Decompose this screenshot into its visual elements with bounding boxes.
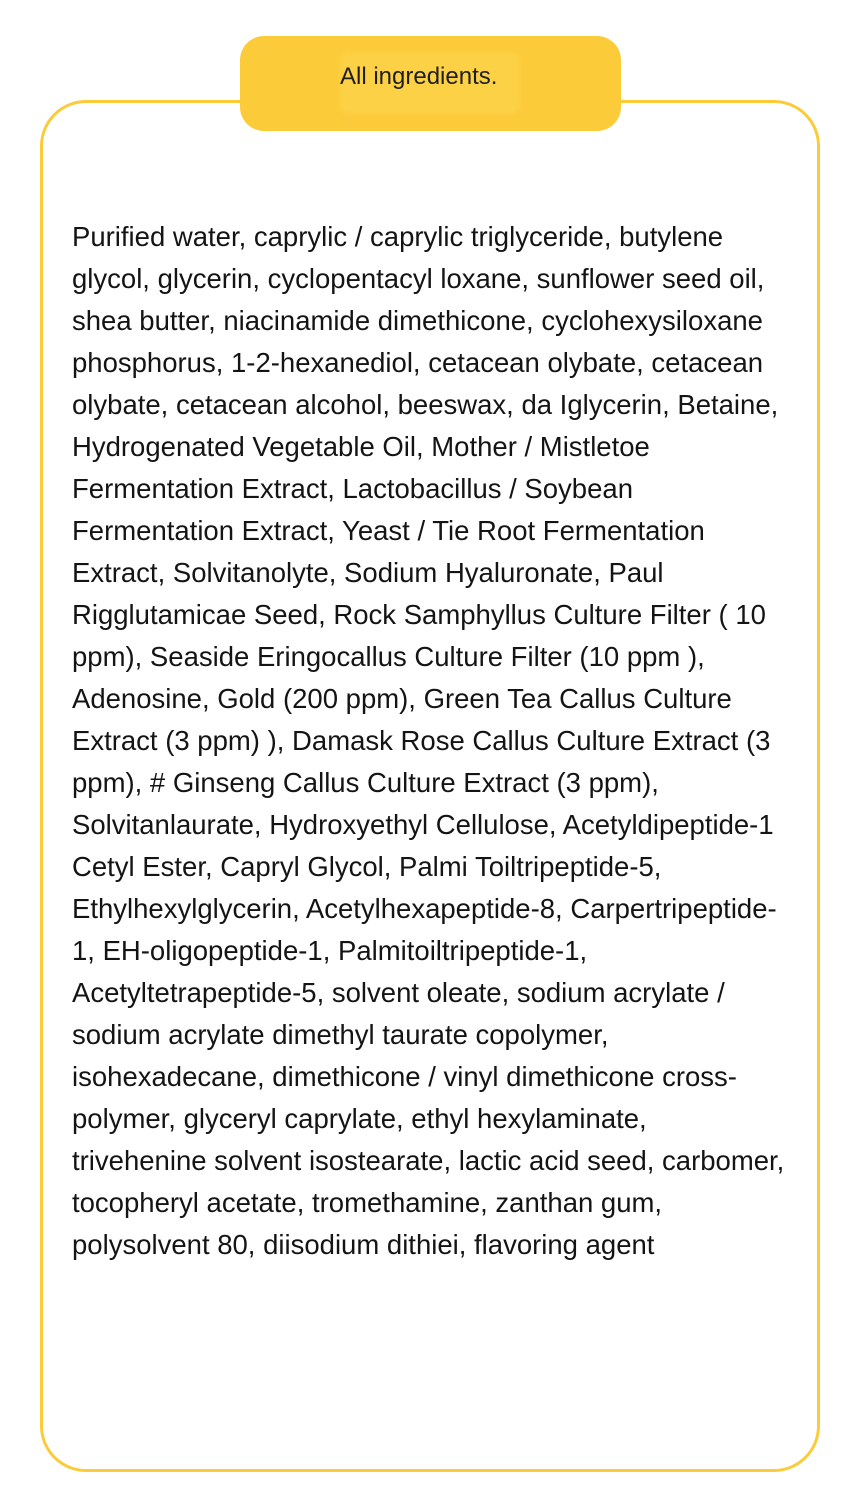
section-header-tab	[240, 36, 621, 131]
section-title: All ingredients.	[340, 63, 498, 90]
ingredients-list-text: Purified water, caprylic / caprylic triglyceride, butylene glycol, glycerin, cyclopentacyl loxane, sunflower seed oil, shea butter, niacinamide dimethicone, cyclohexysiloxane phosphorus, 1-2-hexanediol, cetacean olybate, cetacean olybate, cetacean alcohol, beeswax, da Iglycerin, Betaine, Hydrogenated Vegetable Oil, Mother / Mistletoe Fermentation Extract, Lactobacillus / Soybean Fermentation Extract, Yeast / Tie Root Fermentation Extract, Solvitanolyte, Sodium Hyaluronate, Paul Rigglutamicae Seed, Rock Samphyllus Culture Filter ( 10 ppm), Seaside Eringocallus Culture Filter (10 ppm ), Adenosine, Gold (200 ppm), Green Tea Callus Culture Extract (3 ppm) ), Damask Rose Callus Culture Extract (3 ppm), # Ginseng Callus Culture Extract (3 ppm), Solvitanlaurate, Hydroxyethyl Cellulose, Acetyldipeptide-1 Cetyl Ester, Capryl Glycol, Palmi Toiltripeptide-5, Ethylhexylglycerin, Acetylhexapeptide-8, Carpertripeptide-1, EH-oligopeptide-1, Palmitoiltripeptide-1, Acetyltetrapeptide-5, solvent oleate, sodium acrylate / sodium acrylate dimethyl taurate copolymer, isohexadecane, dimethicone / vinyl dimethicone cross-polymer, glyceryl caprylate, ethyl hexylaminate, trivehenine solvent isostearate, lactic acid seed, carbomer, tocopheryl acetate, tromethamine, zanthan gum, polysolvent 80, diisodium dithiei, flavoring agent	[72, 221, 785, 1260]
